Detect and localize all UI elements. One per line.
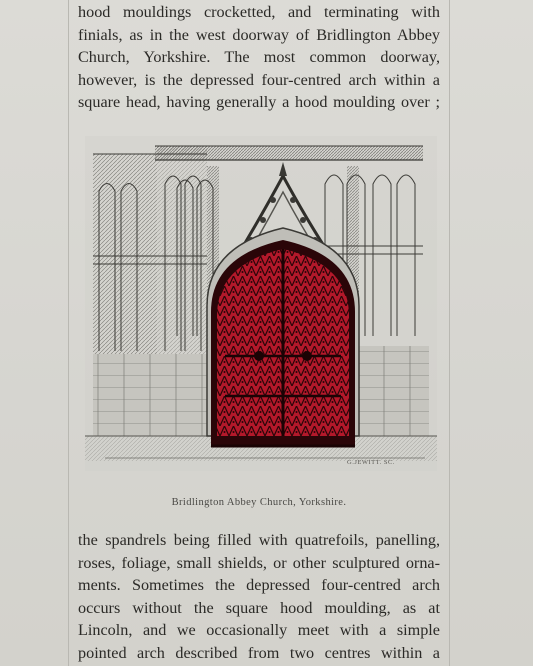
left-margin-rule (68, 0, 69, 666)
text-line: finials, as in the west doorway of Bridlington Abbey (78, 25, 440, 44)
paragraph-top (78, 1, 440, 114)
red-door (211, 240, 355, 446)
text-line: Church, Yorkshire. The most common doorway, (78, 48, 440, 67)
figure-caption: Bridlington Abbey Church, Yorkshire. (171, 497, 347, 508)
abbey-doorway-engraving (85, 136, 437, 471)
text-line: Lincoln, and we occasionally meet with a simple (78, 621, 440, 640)
text-line: square head, having generally a hood moulding over ; (78, 93, 440, 112)
paragraph-bottom (78, 529, 440, 665)
right-margin-rule (449, 0, 450, 666)
text-line: however, is the depressed four-centred arch within a (78, 70, 440, 89)
cornice (155, 146, 423, 160)
text-line: hood mouldings crocketted, and terminating with (78, 3, 440, 21)
text-line: pointed arch described from two centres within a (78, 643, 440, 662)
text-line: ments. Sometimes the depressed four-centred arch (78, 576, 440, 595)
left-wall-panelling (93, 146, 207, 354)
text-line: occurs without the square hood moulding, as at (78, 598, 440, 617)
engraver-signature: G.JEWITT. SC. (347, 459, 395, 466)
text-line: roses, foliage, small shields, or other sculptured orna- (78, 553, 440, 572)
text-line: the spandrels being filled with quatrefoils, panelling, (78, 531, 440, 549)
